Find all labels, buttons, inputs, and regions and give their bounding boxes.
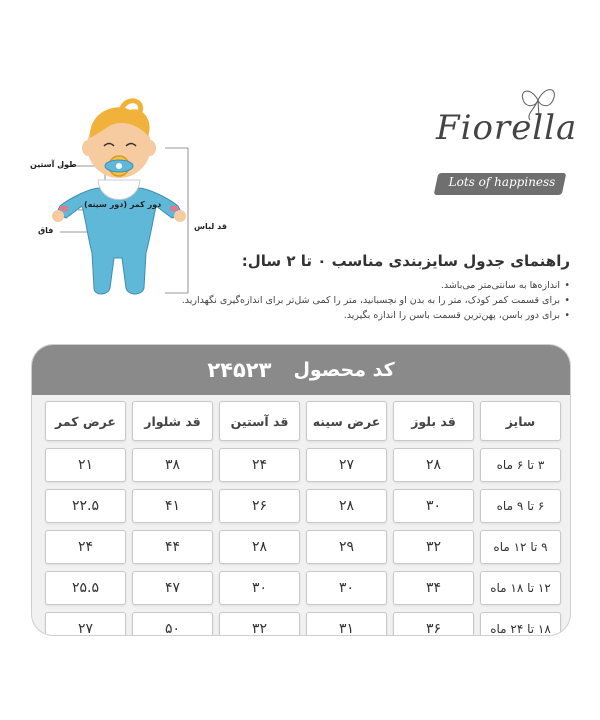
label-crotch: فاق: [38, 226, 54, 235]
table-cell: ۲۶: [219, 489, 300, 523]
column-header: قد بلوز: [393, 401, 474, 441]
size-guide-heading: راهنمای جدول سایزبندی مناسب ۰ تا ۲ سال:: [241, 252, 570, 270]
size-table: [41, 401, 561, 636]
table-cell: ۴۱: [132, 489, 213, 523]
table-cell: ۴۷: [132, 571, 213, 605]
table-cell: ۳۰: [219, 571, 300, 605]
product-code-header: [32, 345, 570, 395]
baby-figure-icon: [30, 88, 240, 308]
table-cell: ۲۷: [306, 448, 387, 482]
table-cell: ۵۰: [132, 612, 213, 636]
table-cell: ۳۱: [306, 612, 387, 636]
column-header: عرض سینه: [306, 401, 387, 441]
baby-illustration: [30, 88, 240, 308]
label-waist: دور کمر (دور سینه): [84, 200, 162, 209]
product-code-label: کد محصول: [293, 359, 395, 381]
table-cell: ۳۰: [393, 489, 474, 523]
table-cell: ۳۸: [132, 448, 213, 482]
table-cell: ۳۶: [393, 612, 474, 636]
table-cell: ۱۸ تا ۲۴ ماه: [480, 612, 561, 636]
table-cell: ۲۸: [393, 448, 474, 482]
table-cell: ۲۱: [45, 448, 126, 482]
brand-tagline: Lots of happiness: [448, 175, 556, 189]
table-cell: ۲۴: [219, 448, 300, 482]
table-cell: ۲۴: [45, 530, 126, 564]
table-cell: ۳۲: [393, 530, 474, 564]
measurement-notes: [50, 278, 570, 323]
table-cell: ۳ تا ۶ ماه: [480, 448, 561, 482]
size-table-card: [31, 344, 571, 636]
table-cell: ۲۹: [306, 530, 387, 564]
note-item: • برای دور باسن، پهن‌ترین قسمت باسن را اندازه بگیرید.: [50, 308, 570, 323]
table-cell: ۲۸: [306, 489, 387, 523]
table-cell: ۲۷: [45, 612, 126, 636]
note-item: • برای قسمت کمر کودک، متر را به بدن او نچسبانید، متر را کمی شل‌تر برای اندازه‌گیری نگهدارید.: [50, 293, 570, 308]
column-header: قد آستین: [219, 401, 300, 441]
brand-logo: [420, 78, 578, 208]
brand-name: Fiorella: [436, 108, 578, 148]
table-cell: ۹ تا ۱۲ ماه: [480, 530, 561, 564]
label-length: قد لباس: [194, 222, 227, 231]
table-cell: ۲۵.۵: [45, 571, 126, 605]
product-code-value: ۲۴۵۲۳: [207, 358, 272, 382]
table-cell: ۲۸: [219, 530, 300, 564]
table-cell: ۳۴: [393, 571, 474, 605]
column-header: سایز: [480, 401, 561, 441]
column-header: قد شلوار: [132, 401, 213, 441]
table-cell: ۳۰: [306, 571, 387, 605]
table-cell: ۲۲.۵: [45, 489, 126, 523]
table-cell: ۱۲ تا ۱۸ ماه: [480, 571, 561, 605]
column-header: عرض کمر: [45, 401, 126, 441]
table-cell: ۴۴: [132, 530, 213, 564]
table-cell: ۶ تا ۹ ماه: [480, 489, 561, 523]
table-cell: ۳۲: [219, 612, 300, 636]
note-item: • اندازه‌ها به سانتی‌متر می‌باشد.: [50, 278, 570, 293]
label-sleeve: طول آستین: [30, 160, 77, 169]
